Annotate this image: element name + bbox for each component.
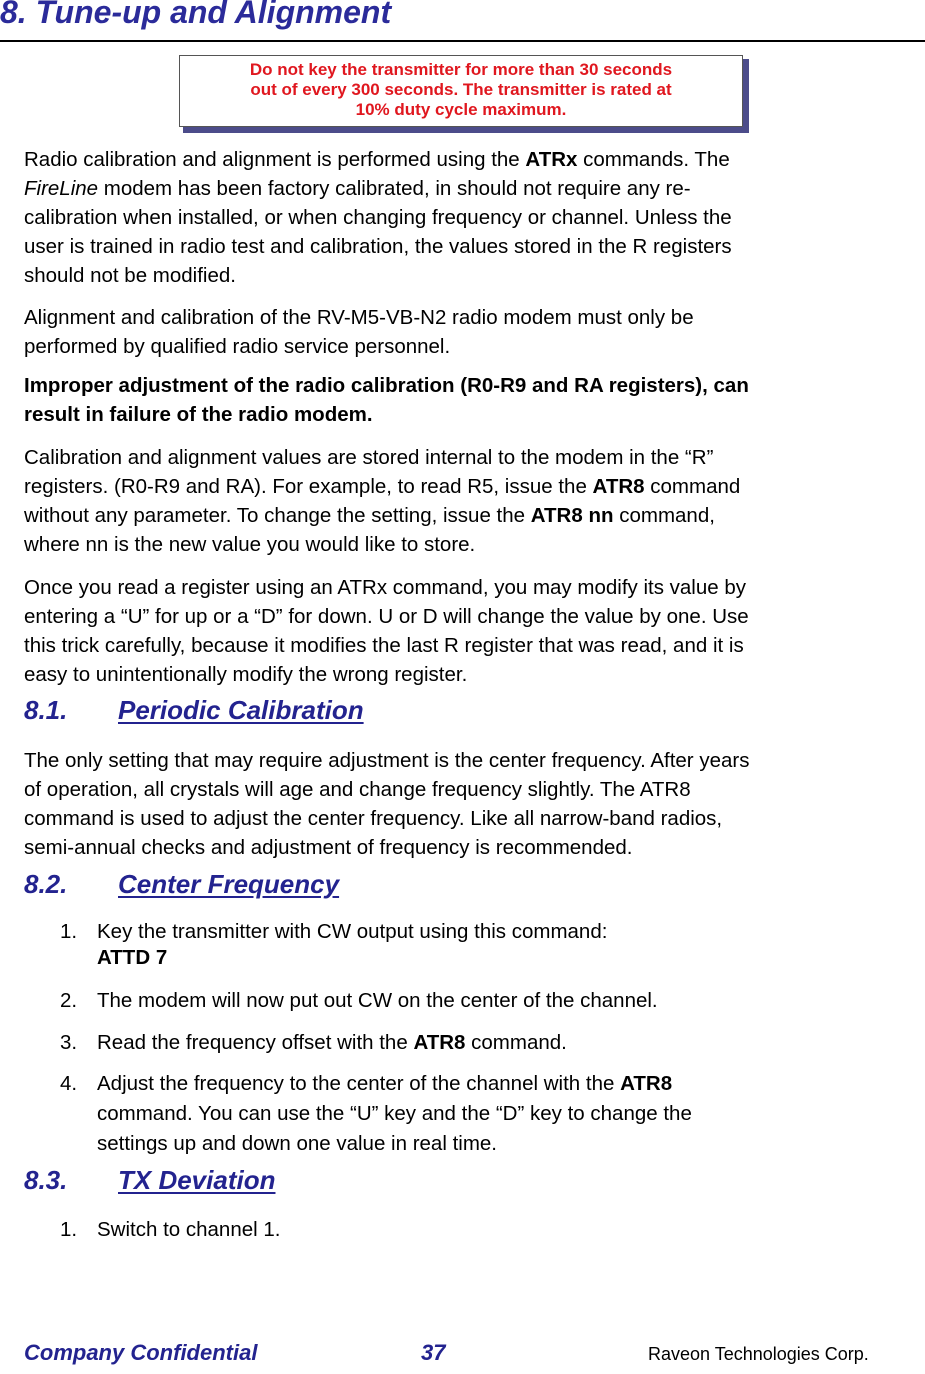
caution-paragraph: Improper adjustment of the radio calibration (R0-R9 and RA registers), can result in failure of the radio modem. [24,374,749,426]
list-item: 3. Read the frequency offset with the ATR8 command. [60,1031,567,1054]
section-heading-8-1: 8.1. Periodic Calibration [24,695,364,725]
warning-line: 10% duty cycle maximum. [355,100,567,119]
page-number: 37 [421,1340,446,1365]
section-heading-8-2: 8.2. Center Frequency [24,869,340,899]
warning-line: Do not key the transmitter for more than 30 seconds [249,60,673,79]
section-8-1-body: The only setting that may require adjustment is the center frequency. After years of operation, all crystals will age and change frequency slightly. The ATR8 command is used to adjust the center frequency. Like all narrow-band radios, semi-annual checks and adjustment of frequency is recommended. [24,749,750,859]
list-item: 1. Key the transmitter with CW output using this command: ATTD 7 [60,920,608,969]
warning-box [179,55,743,127]
intro-paragraph-2: Alignment and calibration of the RV-M5-VB-N2 radio modem must only be performed by qualified radio service personnel. [24,306,694,358]
footer-confidential: Company Confidential [24,1340,258,1365]
command-text: ATTD 7 [97,946,168,969]
intro-paragraph-5: Once you read a register using an ATRx command, you may modify its value by entering a “U” for up or a “D” for down. U or D will change the value by one. Use this trick carefully, because it modifies the last R register that was read, and it is easy to unintentionally modify the wrong register. [24,576,749,686]
list-item: 2. The modem will now put out CW on the center of the channel. [60,989,658,1012]
chapter-title: 8. Tune-up and Alignment [0,0,392,30]
section-heading-8-3: 8.3. TX Deviation [24,1165,276,1195]
list-item: 4. Adjust the frequency to the center of the channel with the ATR8 command. You can use the “U” key and the “D” key to change the settings up and down one value in real time. [60,1072,692,1155]
intro-paragraph-4: Calibration and alignment values are stored internal to the modem in the “R” registers. (R0-R9 and RA). For example, to read R5, issue the ATR8 command without any parameter. To change the setting, issue the ATR8 nn command, where nn is the new value you would like to store. [24,446,741,556]
title-rule [0,40,925,42]
list-item: 1. Switch to channel 1. [60,1218,281,1241]
footer-company: Raveon Technologies Corp. [648,1344,869,1364]
warning-line: out of every 300 seconds. The transmitter is rated at [250,80,672,99]
intro-paragraph-1: Radio calibration and alignment is performed using the ATRx commands. The FireLine modem has been factory calibrated, in should not require any re- calibration when installed, or when changing frequency or channel. Unless the user is trained in radio test and calibration, the values stored in the R registers should not be modified. [24,148,732,287]
